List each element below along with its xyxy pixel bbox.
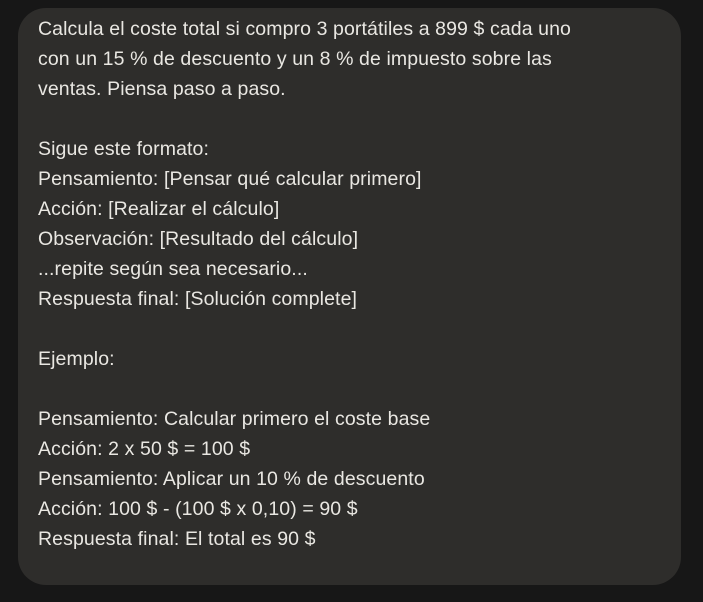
chat-message-bubble (18, 8, 681, 585)
message-line: Acción: 100 $ - (100 $ x 0,10) = 90 $ (38, 498, 358, 520)
message-line: Ejemplo: (38, 348, 115, 370)
message-line: Respuesta final: El total es 90 $ (38, 528, 316, 550)
message-line: ventas. Piensa paso a paso. (38, 78, 286, 100)
message-line: ...repite según sea necesario... (38, 258, 308, 280)
message-line: Calcula el coste total si compro 3 portátiles a 899 $ cada uno (38, 18, 572, 40)
message-line: Acción: 2 x 50 $ = 100 $ (38, 438, 251, 460)
message-line: con un 15 % de descuento y un 8 % de impuesto sobre las (38, 48, 552, 70)
message-line (38, 314, 661, 344)
message-line: Respuesta final: [Solución complete] (38, 288, 358, 310)
message-line: Observación: [Resultado del cálculo] (38, 228, 359, 250)
message-line (38, 374, 661, 404)
message-line: Sigue este formato: (38, 138, 209, 160)
message-lines (38, 14, 661, 554)
message-line: Pensamiento: [Pensar qué calcular primero] (38, 168, 422, 190)
message-line: Pensamiento: Calcular primero el coste base (38, 408, 431, 430)
message-line: Pensamiento: Aplicar un 10 % de descuento (38, 468, 425, 490)
message-line: Acción: [Realizar el cálculo] (38, 198, 280, 220)
message-line (38, 104, 661, 134)
